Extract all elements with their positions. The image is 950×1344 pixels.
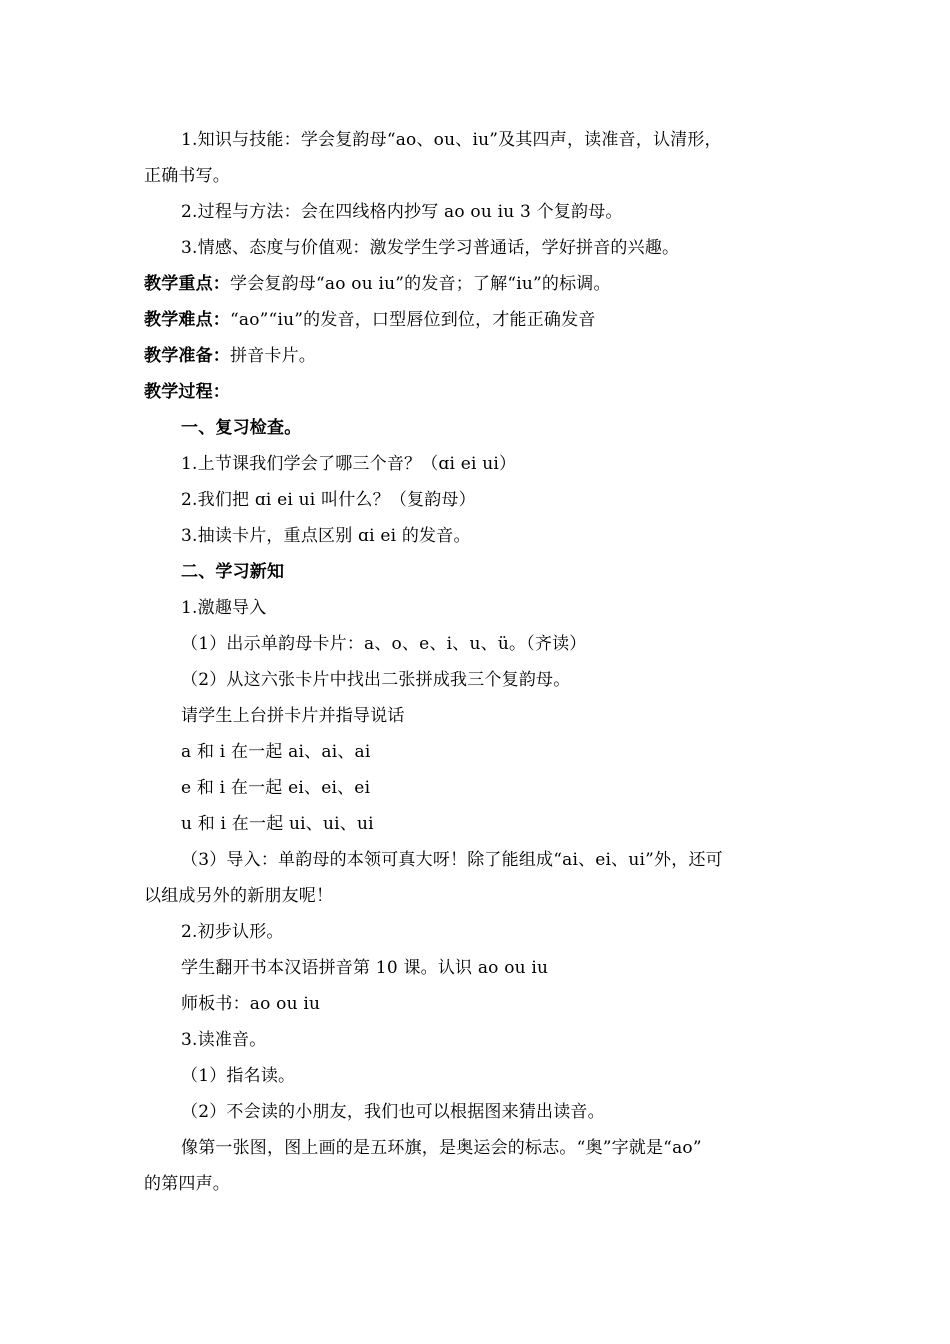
intro-step-3-line-2: 以组成另外的新朋友呢！ [144, 886, 334, 906]
intro-step-3-line-1: （3）导入：单韵母的本领可真大呀！除了能组成“ai、ei、ui”外，还可 [181, 850, 723, 870]
preparation-label: 教学准备： [144, 346, 230, 366]
section-2-title: 二、学习新知 [181, 562, 285, 582]
intro-instruction: 请学生上台拼卡片并指导说话 [181, 706, 405, 726]
difficulties-text: “ao”“iu”的发音，口型唇位到位，才能正确发音 [230, 310, 596, 330]
objective-2: 2.过程与方法：会在四线格内抄写 ao ou iu 3 个复韵母。 [181, 202, 623, 222]
combo-a-i: a 和 i 在一起 ai、ai、ai [181, 742, 371, 762]
objective-1-line-2: 正确书写。 [144, 166, 230, 186]
combo-e-i: e 和 i 在一起 ei、ei、ei [181, 778, 371, 798]
key-points-text: 学会复韵母“ao ou iu”的发音；了解“iu”的标调。 [230, 274, 611, 294]
intro-step-1: （1）出示单韵母卡片：a、o、e、i、u、ü。（齐读） [181, 634, 587, 654]
section-1-title: 一、复习检查。 [181, 418, 302, 438]
key-points-label: 教学重点： [144, 274, 230, 294]
subsection-3-title: 3.读准音。 [181, 1030, 267, 1050]
recognition-step-1: 学生翻开书本汉语拼音第 10 课。认识 ao ou iu [181, 958, 549, 978]
intro-step-2: （2）从这六张卡片中找出二张拼成我三个复韵母。 [181, 670, 571, 690]
review-question-2: 2.我们把 ɑi ei ui 叫什么？（复韵母） [181, 490, 476, 510]
preparation-text: 拼音卡片。 [230, 346, 316, 366]
subsection-2-title: 2.初步认形。 [181, 922, 284, 942]
reading-example-line-1: 像第一张图，图上画的是五环旗，是奥运会的标志。“奥”字就是“ao” [181, 1138, 702, 1158]
preparation-paragraph [144, 338, 814, 374]
recognition-step-2: 师板书：ao ou iu [181, 994, 321, 1014]
key-points-paragraph [144, 266, 814, 302]
review-question-1: 1.上节课我们学会了哪三个音？（ɑi ei ui） [181, 454, 517, 474]
combo-u-i: u 和 i 在一起 ui、ui、ui [181, 814, 374, 834]
review-question-3: 3.抽读卡片，重点区别 ɑi ei 的发音。 [181, 526, 471, 546]
reading-example-line-2: 的第四声。 [144, 1174, 230, 1194]
objective-1-line-1: 1.知识与技能：学会复韵母“ao、ou、iu”及其四声，读准音，认清形， [181, 130, 722, 150]
reading-step-2: （2）不会读的小朋友，我们也可以根据图来猜出读音。 [181, 1102, 605, 1122]
reading-step-1: （1）指名读。 [181, 1066, 296, 1086]
process-heading: 教学过程： [144, 382, 230, 402]
difficulties-paragraph [144, 302, 814, 338]
difficulties-label: 教学难点： [144, 310, 230, 330]
objective-3: 3.情感、态度与价值观：激发学生学习普通话，学好拼音的兴趣。 [181, 238, 680, 258]
subsection-1-title: 1.激趣导入 [181, 598, 267, 618]
